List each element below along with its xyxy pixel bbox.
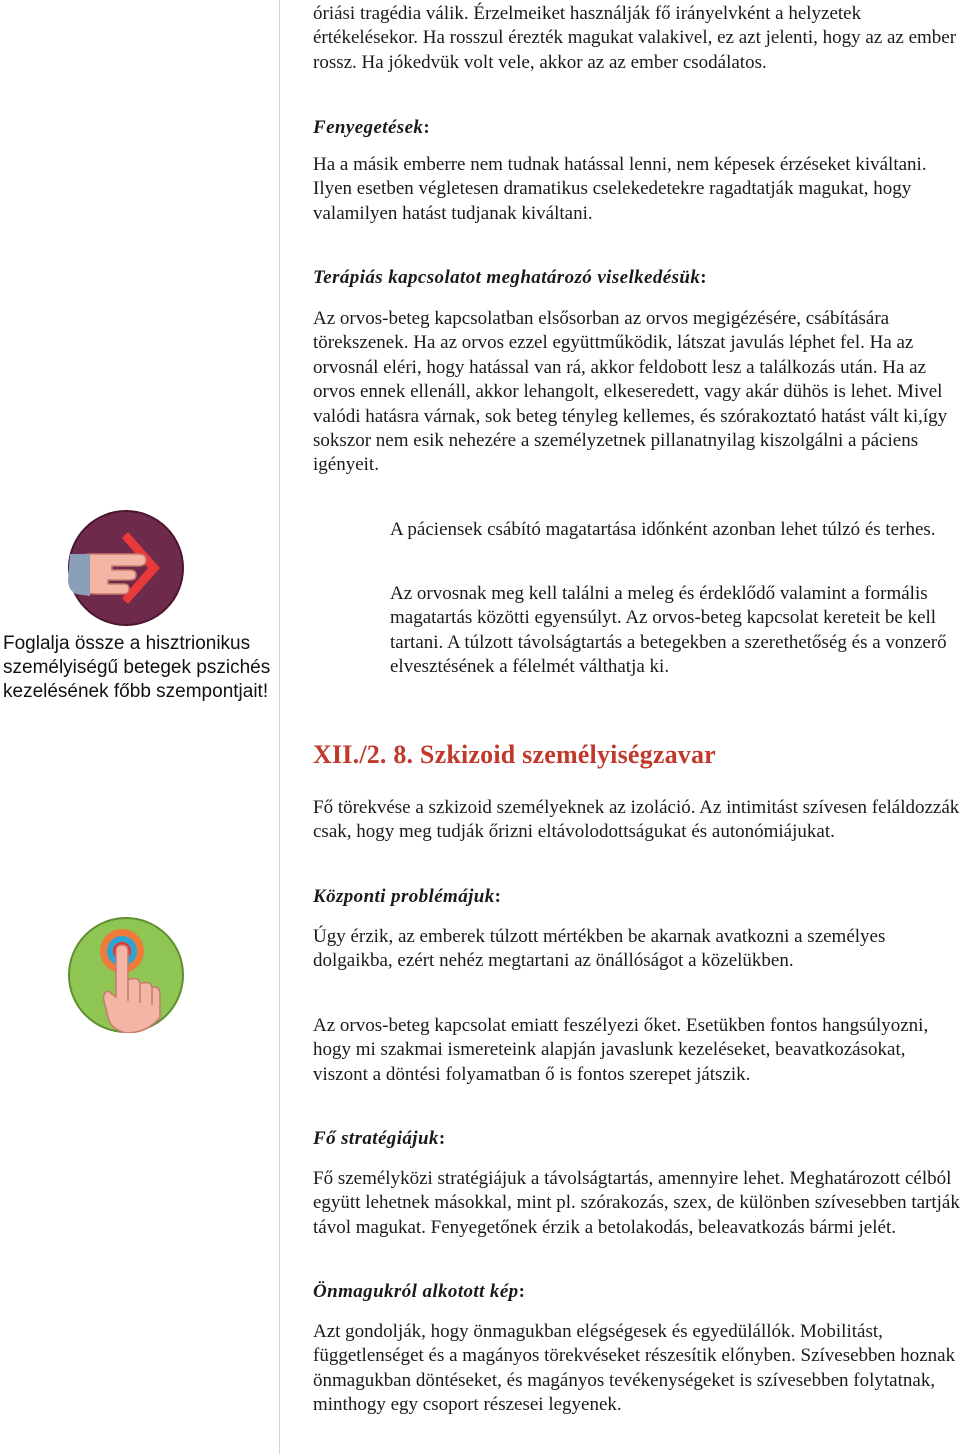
relation-paragraph: Az orvos-beteg kapcsolat emiatt feszélyezi őket. Esetükben fontos hangsúlyozni, hogy mi szakmai ismereteink alapján javaslunk kezeléseket, beavatkozásokat, viszont a döntési folyamatban ő is fontos szerepet játszik. xyxy=(313,1015,929,1085)
threats-paragraph: Ha a másik emberre nem tudnak hatással lenni, nem képesek érzéseket kiváltani. Ilyen esetben végletesen dramatikus cselekedetekre ragadtatják magukat, hogy valamilyen hatást tudjanak kiváltani. xyxy=(313,154,927,224)
summary-prompt: Foglalja össze a hisztrionikus személyiségű betegek pszichés kezelésének főbb szempontjait! xyxy=(3,633,271,703)
schizoid-paragraph: Fő törekvése a szkizoid személyeknek az izoláció. Az intimitást szívesen feláldozzák csak, hogy meg tudják őrizni eltávolodottságukat és autonómiájukat. xyxy=(313,797,960,843)
self-image-heading: Önmagukról alkotott kép: xyxy=(313,1281,526,1302)
intro-paragraph: óriási tragédia válik. Érzelmeiket használják fő irányelvként a helyzetek értékelésekor. Ha rosszul érezték magukat valakivel, ez azt jelenti, hogy az az ember rossz. Ha jókedvük volt vele, akkor az az ember csodálatos. xyxy=(313,3,957,73)
threats-heading: Fenyegetések: xyxy=(313,117,431,138)
therapy-paragraph: Az orvos-beteg kapcsolatban elsősorban az orvos megigézésére, csábítására törekszenek. Ha az orvos ezzel együttműködik, látszat javulás léphet fel. Ha az orvosnál eléri, hogy hatással van rá, akkor feldobott lesz a találkozás után. Ha az orvos ennek ellenáll, akkor lehangolt, elkeseredett, vagy akár dühös is lehet. Mivel valódi hatásra várnak, sok beteg tényleg kellemes, és szórakoztató hatást vált ki,így sokszor nem esik nehezére a személyzetnek pillanatnyilag kiszolgálni a páciens igényeit. xyxy=(313,308,948,476)
central-problem-heading: Központi problémájuk: xyxy=(313,886,502,907)
central-problem-paragraph: Úgy érzik, az emberek túlzott mértékben be akarnak avatkozni a személyes dolgaikba, ezért nehéz megtartani az önállóságot a közelükben. xyxy=(313,926,886,972)
pointing-hand-arrow-icon xyxy=(68,510,184,626)
therapy-heading: Terápiás kapcsolatot meghatározó viselkedésük: xyxy=(313,267,708,288)
press-button-hand-icon xyxy=(68,917,184,1033)
self-image-paragraph: Azt gondolják, hogy önmagukban elégségesek és egyedülállók. Mobilitást, függetlenséget és a magányos törekvéseket részesítik előnyben. Szívesebben hoznak önmagukban döntéseket, és magányos tevékenységeket is szívesebben folytatnak, minthogy egy csoport részesei legyenek. xyxy=(313,1321,956,1416)
seductive-paragraph: A páciensek csábító magatartása időnként azonban lehet túlzó és terhes. xyxy=(390,519,936,540)
sidebar xyxy=(0,0,280,1454)
strategy-paragraph: Fő személyközi stratégiájuk a távolságtartás, amennyire lehet. Meghatározott célból együtt lehetnek másokkal, mint pl. szórakozás, szex, de különben szívesebben tartják távol magukat. Fenyegetőnek érzik a betolakodás, beleavatkozás bármi jelét. xyxy=(313,1168,960,1238)
balance-paragraph: Az orvosnak meg kell találni a meleg és érdeklődő valamint a formális magatartás közötti egyensúlyt. Az orvos-beteg kapcsolat kereteit be kell tartani. A túlzott távolságtartás a betegekben a szerethetőség és a vonzerő elvesztésének a félelmét válthatja ki. xyxy=(390,583,947,678)
main-content xyxy=(313,0,960,1454)
section-title: XII./2. 8. Szkizoid személyiségzavar xyxy=(313,740,716,769)
strategy-heading: Fő stratégiájuk: xyxy=(313,1128,446,1149)
